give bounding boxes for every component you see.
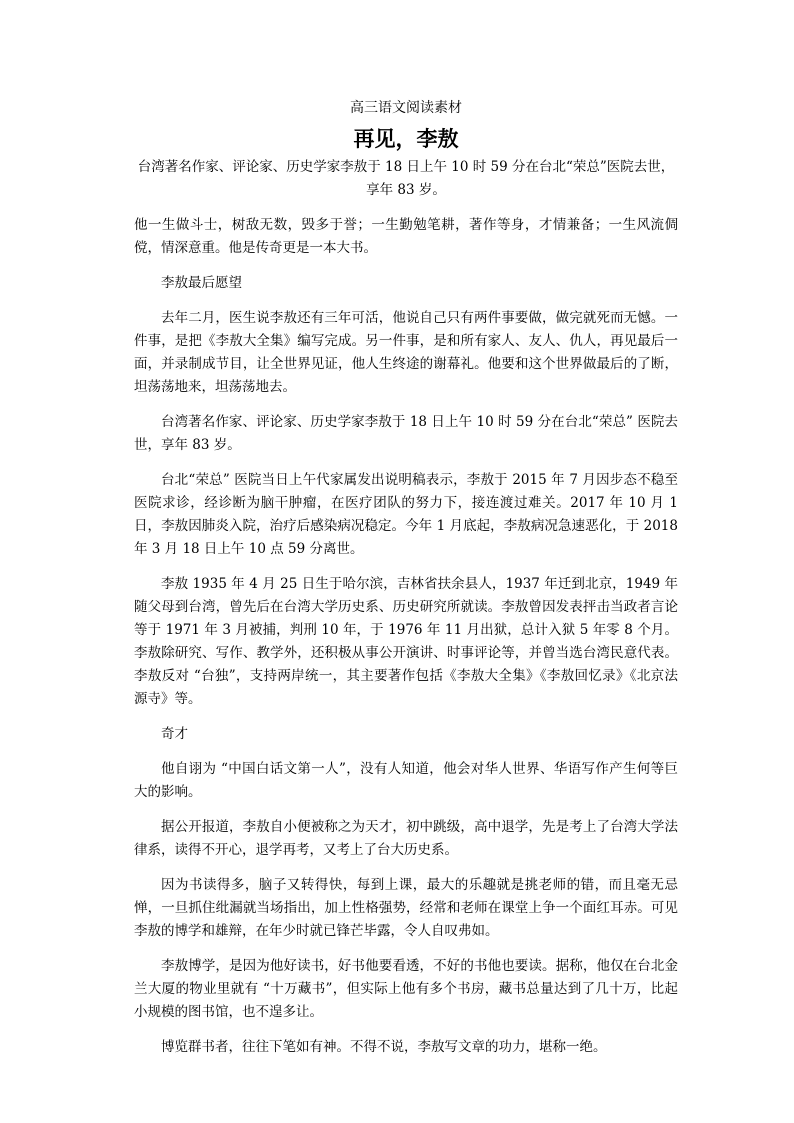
document-body bbox=[134, 98, 678, 1071]
paragraph-1: 去年二月，医生说李敖还有三年可活，他说自己只有两件事要做，做完就死而无憾。一件事，是把《李敖大全集》编写完成。另一件事，是和所有家人、友人、仇人，再见最后一面，并录制成节目，让全世界见证，他人生终途的谢幕礼。他要和这个世界做最后的了断，坦荡荡地来，坦荡荡地去。 bbox=[134, 310, 678, 395]
document-subtitle: 台湾著名作家、评论家、历史学家李敖于 18 日上午 10 时 59 分在台北“荣总”医院去世，享年 83 岁。 bbox=[137, 159, 675, 198]
paragraph-5: 他自诩为 “中国白话文第一人”，没有人知道，他会对华人世界、华语写作产生何等巨大的影响。 bbox=[134, 761, 678, 800]
document-label: 高三语文阅读素材 bbox=[350, 100, 462, 116]
document-title: 再见，李敖 bbox=[353, 126, 459, 151]
paragraph-6: 据公开报道，李敖自小便被称之为天才，初中跳级，高中退学，先是考上了台湾大学法律系，读得不开心，退学再考，又考上了台大历史系。 bbox=[134, 819, 678, 858]
section-heading-genius: 奇才 bbox=[161, 726, 188, 742]
intro-paragraph: 他一生做斗士，树敌无数，毁多于誉；一生勤勉笔耕，著作等身，才情兼备；一生风流倜傥，情深意重。他是传奇更是一本大书。 bbox=[134, 217, 678, 256]
paragraph-9: 博览群书者，往往下笔如有神。不得不说，李敖写文章的功力，堪称一绝。 bbox=[161, 1039, 607, 1055]
section-heading-last-wish: 李敖最后愿望 bbox=[161, 275, 242, 291]
paragraph-3: 台北“荣总” 医院当日上午代家属发出说明稿表示，李敖于 2015 年 7 月因步态不稳至医院求诊，经诊断为脑干肿瘤，在医疗团队的努力下，接连渡过难关。2017 年 10 月 1 日，李敖因肺炎入院，治疗后感染病况稳定。今年 1 月底起，李敖病况急速恶化，于 2018 年 3 月 18 日上午 10 点 59 分离世。 bbox=[134, 472, 678, 557]
paragraph-7: 因为书读得多，脑子又转得快，每到上课，最大的乐趣就是挑老师的错，而且毫无忌惮，一旦抓住纰漏就当场指出，加上性格强势，经常和老师在课堂上争一个面红耳赤。可见李敖的博学和雄辩，在年少时就已锋芒毕露，令人自叹弗如。 bbox=[134, 877, 678, 939]
paragraph-2: 台湾著名作家、评论家、历史学家李敖于 18 日上午 10 时 59 分在台北“荣总” 医院去世，享年 83 岁。 bbox=[134, 414, 678, 453]
paragraph-4: 李敖 1935 年 4 月 25 日生于哈尔滨，吉林省扶余县人，1937 年迁到北京，1949 年随父母到台湾，曾先后在台湾大学历史系、历史研究所就读。李敖曾因发表抨击当政者言论等于 1971 年 3 月被捕，判刑 10 年，于 1976 年 11 月出狱，总计入狱 5 年零 8 个月。李敖除研究、写作、教学外，还积极从事公开演讲、时事评论等，并曾当选台湾民意代表。李敖反对 “台独”，支持两岸统一，其主要著作包括《李敖大全集》《李敖回忆录》《北京法源寺》等。 bbox=[134, 576, 678, 707]
paragraph-8: 李敖博学，是因为他好读书，好书他要看透，不好的书他也要读。据称，他仅在台北金兰大厦的物业里就有 “十万藏书”，但实际上他有多个书房，藏书总量达到了几十万，比起小规模的图书馆，也不遑多让。 bbox=[134, 958, 678, 1020]
